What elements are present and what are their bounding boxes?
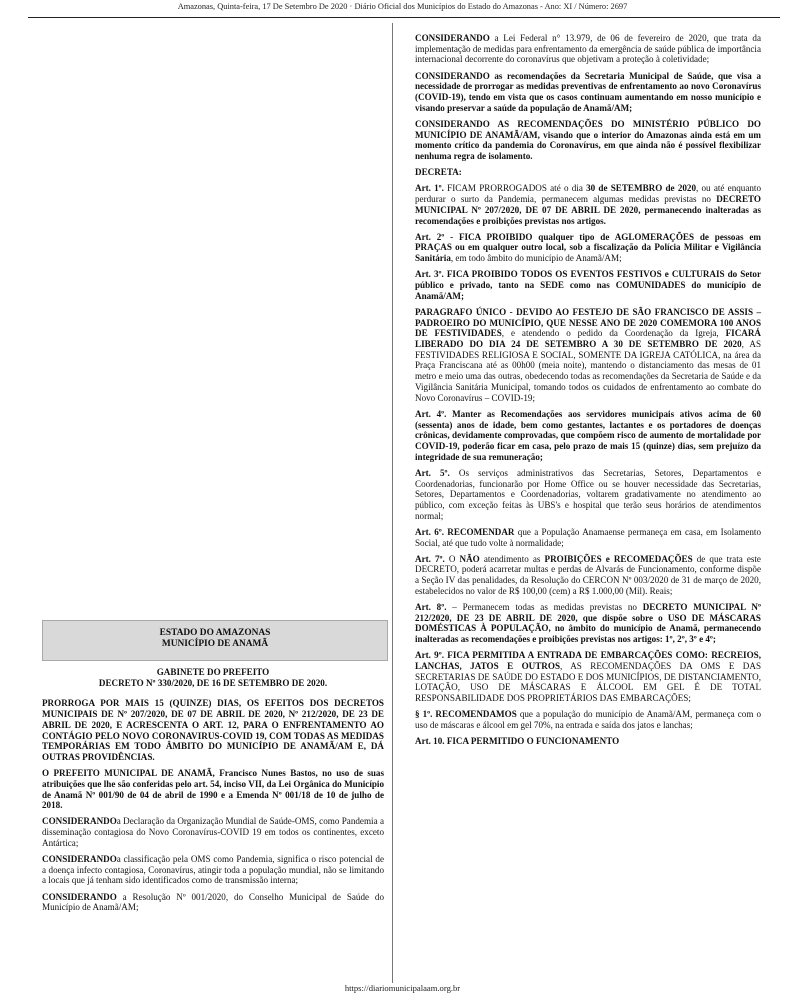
paragrafo-unico: PARAGRAFO ÚNICO - DEVIDO AO FESTEJO DE SÃO FRANCISCO DE ASSIS – PADROEIRO DO MUNICÍPIO, QUE NESSE ANO DE 2020 COMEMORA 100 ANOS DE FESTIVIDADES, e atendendo o pedido da Coordenação da Igreja, FICARÁ LIBERADO DO DIA 24 DE SETEMBRO A 30 DE SETEMBRO DE 2020, AS FESTIVIDADES RELIGIOSA E SOCIAL, SOMENTE DA IGREJA CATÓLICA, na área da Praça Franciscana até as 00h00 (meia noite), mantendo o distanciamento das mesas de 01 metro e meio uma das outras, obedecendo todas as recomendações da Secretaria de Saúde e da Vigilância Sanitária Municipal, tomando todos os cuidados de enfrentamento ao combate do Novo Coronavírus – COVID-19; xyxy=(415,306,761,403)
page-header: Amazonas, Quinta-feira, 17 De Setembro De 2020 · Diário Oficial dos Municípios do Estado do Amazonas - Ano: XI / Número: 2697 xyxy=(177,2,628,11)
article-9: Art. 9º. FICA PERMITIDA A ENTRADA DE EMBARCAÇÕES COMO: RECREIOS, LANCHAS, JATOS E OUTROS, AS RECOMENDAÇÕES DA OMS E DAS SECRETARIAS DE SAÚDE DO ESTADO E DOS MUNICÍPIOS, DE DISTANCIAMENTO, LOTAÇÃO, USO DE MÁSCARAS E ÁLCOOL EM GEL É DE TOTAL RESPONSABILIDADE DOS PROPRIETÁRIOS DAS EMBARCAÇÕES; xyxy=(415,650,762,704)
prefeito-preamble: O PREFEITO MUNICIPAL DE ANAMÃ, Francisco Nunes Bastos, no uso de suas atribuições que lhe são conferidas pelo art. 54, inciso VII, da Lei Orgânica do Município de Anamã Nº 001/90 de 04 de abril de 1990 e a Emenda Nº 001/18 de 10 de julho de 2018. xyxy=(42,768,384,811)
considerando-secretaria-saude: CONSIDERANDO as recomendações da Secretaria Municipal de Saúde, que visa a necessidade de prorrogar as medidas preventivas de enfrentamento ao novo Coronavírus (COVID-19), tendo em vista que os casos continuam aumentando em nosso município e visando preservar a saúde da população de Anamã/AM; xyxy=(415,70,761,113)
column-divider xyxy=(392,23,393,983)
considerando-pandemia: CONSIDERANDOa classificação pela OMS como Pandemia, significa o risco potencial de a doença infecto contagiosa, Coronavírus, atingir toda a população mundial, não se limitando a locais que já tenham sido identificados como de transmissão interna; xyxy=(42,854,384,886)
considerando-ministerio-publico: CONSIDERANDO AS RECOMENDAÇÕES DO MINISTÉRIO PÚBLICO DO MUNICÍPIO DE ANAMÃ/AM, visando que o interior do Amazonas ainda está em um momento crítico da pandemia do Coronavírus, em que ainda não é possível flexibilizar nenhuma regra de isolamento. xyxy=(415,118,761,162)
article-9-paragraph-1: § 1º. RECOMENDAMOS que a população do município de Anamã/AM, permaneça com o uso de máscaras e álcool em gel 70%, na entrada e saída dos jatos e lanchas; xyxy=(415,709,761,731)
header-rule xyxy=(28,17,780,18)
gabinete-title: GABINETE DO PREFEITO xyxy=(156,667,270,677)
article-10: Art. 10. FICA PERMITIDO O FUNCIONAMENTO xyxy=(415,736,620,747)
article-7: Art. 7º. O NÃO atendimento as PROIBIÇÕES e RECOMEDAÇÕES de que trata este DECRETO, poderá acarretar multas e perdas de Alvarás de Funcionamento, conforme dispõe a Seção IV das penalidades, da Resolução do CERCON Nº 003/2020 de 31 de março de 2020, estabelecidos no valor de R$ 100,00 (cem) a R$ 1.000,00 (Mil). Reais; xyxy=(415,553,761,596)
considerando-resolucao: CONSIDERANDO a Resolução Nº 001/2020, do Conselho Municipal de Saúde do Município de Anamã/AM; xyxy=(42,891,384,913)
article-3: Art. 3º. FICA PROIBIDO TODOS OS EVENTOS FESTIVOS e CULTURAIS do Setor público e privado, tanto na SEDE como nas COMUNIDADES do município de Anamã/AM; xyxy=(415,269,761,301)
state-municipality-box xyxy=(42,620,388,661)
article-2: Art. 2º - FICA PROIBIDO qualquer tipo de AGLOMERAÇÕES de pessoas em PRAÇAS ou em qualquer outro local, sob a fiscalização da Polícia Militar e Vigilância Sanitária, em todo âmbito do município de Anamã/AM; xyxy=(415,231,761,264)
article-6: Art. 6º. RECOMENDAR que a População Anamaense permaneça em casa, em Isolamento Social, até que tudo volte à normalidade; xyxy=(415,526,761,548)
state-name: ESTADO DO AMAZONAS xyxy=(159,628,271,638)
considerando-oms: CONSIDERANDOa Declaração da Organização Mundial de Saúde-OMS, como Pandemia a disseminação contagiosa do Novo Coronavírus-COVID 19 em todos os continentes, exceto Antártica; xyxy=(42,816,384,848)
right-column xyxy=(415,33,761,752)
article-4: Art. 4º. Manter as Recomendações aos servidores municipais ativos acima de 60 (sessenta) anos de idade, bem como gestantes, lactantes e os portadores de doenças crônicas, devidamente comprovadas, que compõem risco de aumento de mortalidade por COVID-19, poderão ficar em casa, pelo prazo de mais 15 (quinze) dias, sem prejuízo da integridade de sua remuneração; xyxy=(415,408,761,462)
decree-title: DECRETO Nº 330/2020, DE 16 DE SETEMBRO DE 2020. xyxy=(98,677,328,688)
article-1: Art. 1º. FICAM PRORROGADOS até o dia 30 de SETEMBRO de 2020, ou até enquanto perdurar o surto da Pandemia, permanecem algumas medidas previstas no DECRETO MUNICIPAL Nº 207/2020, DE 07 DE ABRIL DE 2020, permanecendo inalteradas as recomendações e proibições previstas nos artigos. xyxy=(415,183,761,226)
considerando-lei-federal: CONSIDERANDO a Lei Federal n° 13.979, de 06 de fevereiro de 2020, que trata da implementação de medidas para enfrentamento da emergência de saúde pública de importância internacional decorrente do coronavírus que objetivam a proteção à coletividade; xyxy=(415,33,761,65)
decreta-heading: DECRETA: xyxy=(415,167,462,178)
left-column xyxy=(42,667,384,919)
municipality-name: MUNICÍPIO DE ANAMÃ xyxy=(161,639,269,649)
article-5: Art. 5º. Os serviços administrativos das Secretarias, Setores, Departamentos e Coordenadorias, funcionarão por Home Office ou se houver necessidade das Secretarias, Setores, Departamentos e Coordenadorias, voltarem gradativamente no atendimento ao público, com exceção feitas às UBS's e hospital que terão seus horários de atendimentos normal; xyxy=(415,467,761,521)
decree-ementa: PRORROGA POR MAIS 15 (QUINZE) DIAS, OS EFEITOS DOS DECRETOS MUNICIPAIS DE Nº 207/2020, DE 07 DE ABRIL DE 2020, Nº 212/2020, DE 23 DE ABRIL DE 2020, E ACRESCENTA O ART. 12, PARA O ENFRENTAMENTO AO CONTÁGIO PELO NOVO CORONAVIRUS-COVID 19, COM TODAS AS MEDIDAS TEMPORÁRIAS EM TODO ÂMBITO DO MUNICÍPIO DE ANAMÃ/AM E, DÁ OUTRAS PROVIDÊNCIAS. xyxy=(42,698,384,762)
footer-url[interactable]: https://diariomunicipalaam.org.br xyxy=(344,983,461,993)
article-8: Art. 8º. – Permanecem todas as medidas previstas no DECRETO MUNICIPAL Nº 212/2020, DE 23 DE ABRIL DE 2020, que dispõe sobre o USO DE MÁSCARAS DOMÉSTICAS À POPULAÇÃO, no âmbito do município de Anamã, permanecendo inalteradas as recomendações e proibições previstas nos artigos: 1º, 2º, 3º e 4º; xyxy=(415,602,761,645)
